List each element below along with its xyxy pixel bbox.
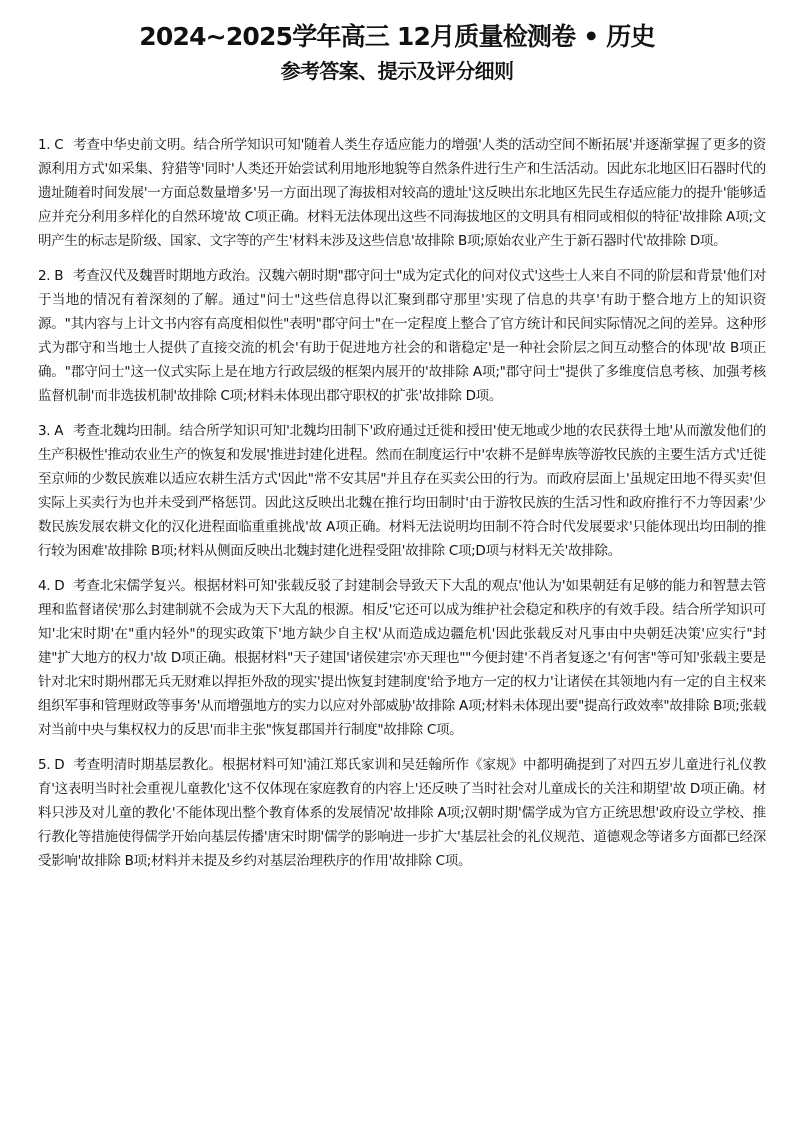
- answer-explanation: 考查明清时期基层教化。根据材料可知'浦江郑氏家训和吴廷翰所作《家规》中都明确提到了对四五岁儿童进行礼仪教育'这表明当时社会重视儿童教化'这不仅体现在家庭教育的内容上'还反映了当时社会对儿童成长的关注和期望'故 D项正确。材料只涉及对儿童的教化'不能体现出整个教育体系的发展情况'故排除 A项;汉朝时期'儒学成为官方正统思想'政府设立学校、推行教化等措施使得儒学开始向基层传播'唐宋时期'儒学的影响进一步扩大'基层社会的礼仪规范、道德观念等诸多方面都已经深受影响'故排除 B项;材料并未提及乡约对基层治理秩序的作用'故排除 C项。: [38, 757, 766, 869]
- answer-item-5: [38, 753, 766, 873]
- answer-explanation: 考查汉代及魏晋时期地方政治。汉魏六朝时期"郡守问士"成为定式化的问对仪式'这些士人来自不同的阶层和背景'他们对于当地的情况有着深刻的了解。通过"问士"这些信息得以汇聚到郡守那里'实现了信息的共享'有助于整合地方上的知识资源。"其内容与上计文书内容有高度相似性"表明"郡守问士"在一定程度上整合了官方统计和民间实际情况之间的差异。这种形式为郡守和当地士人提供了直接交流的机会'有助于促进地方社会的和谐稳定'是一种社会阶层之间互动整合的体现'故 B项正确。"郡守问士"这一仪式实际上是在地方行政层级的框架内展开的'故排除 A项;"郡守问士"提供了多维度信息考核、加强考核监督机制'而非选拔机制'故排除 C项;材料未体现出郡守职权的扩张'故排除 D项。: [38, 268, 766, 404]
- answer-item-1: [38, 133, 766, 253]
- document-subtitle: 参考答案、提示及评分细则: [280, 59, 514, 83]
- answer-explanation: 考查北宋儒学复兴。根据材料可知'张载反驳了封建制会导致天下大乱的观点'他认为'如果朝廷有足够的能力和智慧去管理和监督诸侯'那么封建制就不会成为天下大乱的根源。相反'它还可以成为维护社会稳定和秩序的有效手段。结合所学知识可知'北宋时期'在"重内轻外"的现实政策下'地方缺少自主权'从而造成边疆危机'因此张载反对凡事由中央朝廷决策'应实行"封建"扩大地方的权力'故 D项正确。根据材料"天子建国'诸侯建宗'亦天理也""今便封建'不肖者复逐之'有何害"等可知'张载主要是针对北宋时期州郡无兵无财难以捍拒外敌的现实'提出恢复封建制度'给予地方一定的权力'让诸侯在其领地内有一定的自主权来组织军事和管理财政等事务'从而增强地方的实力以应对外部威胁'故排除 A项;材料未体现出要"提高行政效率"故排除 B项;张载对当前中央与集权权力的反思'而非主张"恢复郡国并行制度"故排除 C项。: [38, 578, 766, 738]
- answer-item-3: [38, 419, 766, 563]
- answer-number: 5. D: [38, 757, 65, 773]
- answer-item-2: [38, 264, 766, 408]
- answer-number: 2. B: [38, 268, 64, 284]
- page-header: [0, 18, 794, 86]
- document-title: 2024~2025学年高三 12月质量检测卷 • 历史: [139, 22, 655, 51]
- answer-explanation: 考查中华史前文明。结合所学知识可知'随着人类生存适应能力的增强'人类的活动空间不断拓展'并逐渐掌握了更多的资源利用方式'如采集、狩猎等'同时'人类还开始尝试利用地形地貌等自然条件进行生产和生活活动。因此东北地区旧石器时代的遗址随着时间发展'一方面总数量增多'另一方面出现了海拔相对较高的遗址'这反映出东北地区先民生存适应能力的提升'能够适应并充分利用多样化的自然环境'故 C项正确。材料无法体现出这些不同海拔地区的文明具有相同或相似的特征'故排除 A项;文明产生的标志是阶级、国家、文字等的产生'材料未涉及这些信息'故排除 B项;原始农业产生于新石器时代'故排除 D项。: [38, 137, 766, 249]
- answer-explanation: 考查北魏均田制。结合所学知识可知'北魏均田制下'政府通过迁徙和授田'使无地或少地的农民获得土地'从而激发他们的生产积极性'推动农业生产的恢复和发展'推进封建化进程。然而在制度运行中'农耕不是鲜卑族等游牧民族的主要生活方式'迁徙至京师的少数民族难以适应农耕生活方式'因此"常不安其居"并且存在买卖公田的行为。而政府层面上'虽规定田地不得买卖'但实际上买卖行为也并未受到严格惩罚。因此这反映出北魏在推行均田制时'由于游牧民族的生活习性和政府推行不力等因素'少数民族发展农耕文化的汉化进程面临重重挑战'故 A项正确。材料无法说明均田制不符合时代发展要求'只能体现出均田制的推行较为困难'故排除 B项;材料从侧面反映出北魏封建化进程受阻'故排除 C项;D项与材料无关'故排除。: [38, 423, 766, 559]
- answer-number: 3. A: [38, 423, 64, 439]
- answer-number: 1. C: [38, 137, 64, 153]
- answer-number: 4. D: [38, 578, 65, 594]
- answer-item-4: [38, 574, 766, 742]
- answer-list: [38, 133, 766, 884]
